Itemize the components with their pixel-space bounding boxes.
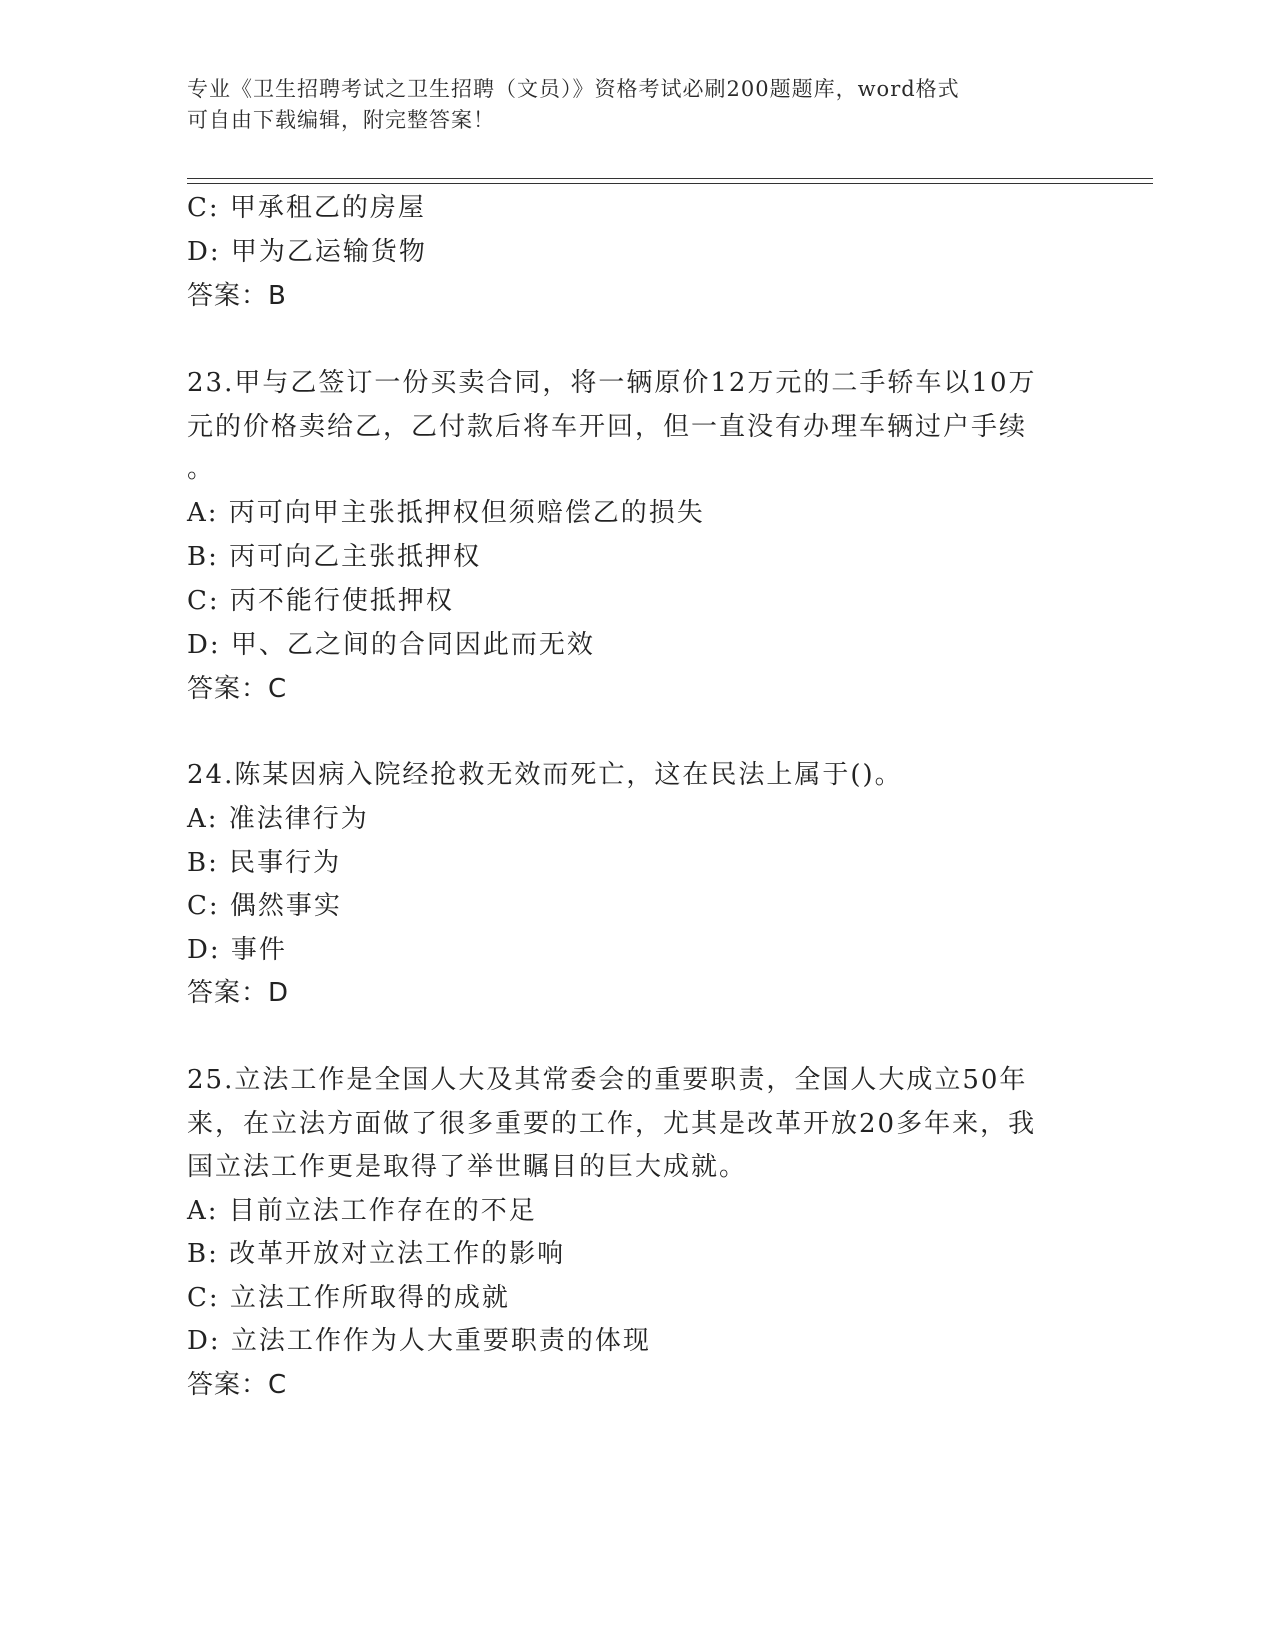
header-divider-bottom <box>187 183 1153 184</box>
q24-stem-line-1: 24.陈某因病入院经抢救无效而死亡，这在民法上属于()。 <box>187 760 903 790</box>
q23-option-a: A: 丙可向甲主张抵押权但须赔偿乙的损失 <box>187 498 705 528</box>
q25-option-b: B: 改革开放对立法工作的影响 <box>187 1239 566 1269</box>
q23-stem-line-3: 。 <box>187 454 216 484</box>
document-header <box>187 74 1067 136</box>
q25-stem-line-3: 国立法工作更是取得了举世瞩目的巨大成就。 <box>187 1152 748 1182</box>
q25-option-c: C: 立法工作所取得的成就 <box>187 1283 510 1313</box>
q25-stem-line-1: 25.立法工作是全国人大及其常委会的重要职责，全国人大成立50年 <box>187 1065 1028 1095</box>
q23-option-b: B: 丙可向乙主张抵押权 <box>187 542 482 572</box>
q25-option-d: D: 立法工作作为人大重要职责的体现 <box>187 1326 651 1356</box>
q24-option-a: A: 准法律行为 <box>187 804 369 834</box>
header-line-1: 专业《卫生招聘考试之卫生招聘（文员）》资格考试必刷200题题库，word格式 <box>187 77 960 101</box>
q24-option-d: D: 事件 <box>187 935 287 965</box>
q22-answer: 答案：B <box>187 281 287 311</box>
header-divider-top <box>187 178 1153 179</box>
q25-stem-line-2: 来，在立法方面做了很多重要的工作，尤其是改革开放20多年来，我 <box>187 1109 1037 1139</box>
q23-option-c: C: 丙不能行使抵押权 <box>187 586 454 616</box>
q23-stem-line-2: 元的价格卖给乙，乙付款后将车开回，但一直没有办理车辆过户手续 <box>187 412 1028 442</box>
q24-option-c: C: 偶然事实 <box>187 891 342 921</box>
q24-option-b: B: 民事行为 <box>187 848 342 878</box>
q24-answer: 答案：D <box>187 978 290 1008</box>
q23-stem-line-1: 23.甲与乙签订一份买卖合同，将一辆原价12万元的二手轿车以10万 <box>187 368 1037 398</box>
q25-answer: 答案：C <box>187 1370 288 1400</box>
q22-option-c: C: 甲承租乙的房屋 <box>187 193 426 223</box>
q25-option-a: A: 目前立法工作存在的不足 <box>187 1196 537 1226</box>
q22-option-d: D: 甲为乙运输货物 <box>187 237 427 267</box>
header-line-2: 可自由下载编辑，附完整答案！ <box>187 108 495 132</box>
q23-option-d: D: 甲、乙之间的合同因此而无效 <box>187 630 595 660</box>
q23-answer: 答案：C <box>187 674 288 704</box>
